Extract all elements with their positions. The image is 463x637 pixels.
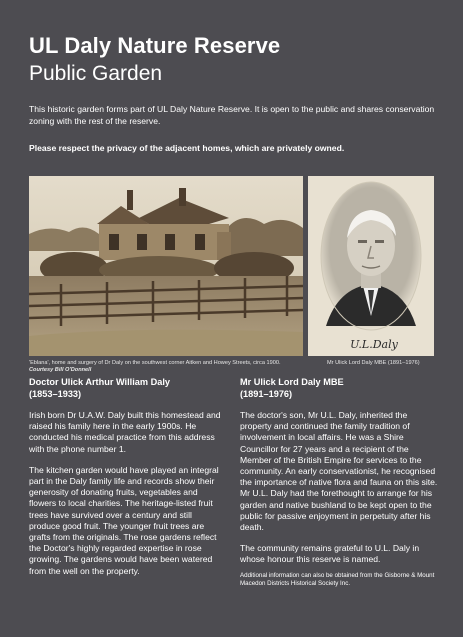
house-photo [29, 176, 303, 356]
left-heading-dates: (1853–1933) [29, 388, 82, 399]
right-paragraph-3: Additional information can also be obtained from the Gisborne & Mount Macedon Districts Historical Society Inc. [240, 571, 435, 587]
intro-text: This historic garden forms part of UL Daly Nature Reserve. It is open to the public and shares conservation zoning with the rest of the reserve. [29, 104, 435, 126]
page-subtitle: Public Garden [29, 62, 163, 85]
left-paragraph-1: Irish born Dr U.A.W. Daly built this homestead and raised his family here in the early 1900s. He conducted his medical practice from this address with the phone number 1. [29, 410, 221, 454]
portrait-photo-caption: Mr Ulick Lord Daly MBE (1891–1976) [327, 360, 420, 366]
signature-text: U.L.Daly [350, 338, 398, 351]
left-heading [29, 377, 224, 400]
privacy-notice: Please respect the privacy of the adjacent homes, which are privately owned. [29, 143, 345, 153]
right-column [240, 377, 440, 588]
house-caption-main: 'Eblana', home and surgery of Dr Daly on the southwest corner Aitken and Howey Streets, circa 1900. [29, 360, 281, 366]
house-photo-caption [29, 360, 305, 374]
right-heading-name: Mr Ulick Lord Daly MBE [240, 377, 344, 387]
house-caption-credit: Courtesy Bill O'Donnell [29, 367, 92, 373]
right-heading-dates: (1891–1976) [240, 388, 293, 399]
right-paragraph-1: The doctor's son, Mr U.L. Daly, inherited the property and continued the family tradition of involvement in local affairs. He was a Shire Councillor for 27 years and a recipient of the Member of the British Empire for services to the community. An early conservationist, he recognised the importance of native flora and fauna on this site. Mr U.L. Daly had the forethought to arrange for his garden and native bushland to be kept open to the public for passive enjoyment in perpetuity after his death. [240, 410, 438, 533]
left-column [29, 377, 224, 577]
left-paragraph-2: The kitchen garden would have played an integral part in the Daly family life and records show their generosity of donating fruits, vegetables and flowers to local charities. The heritage-listed fruit trees have survived over a century and still produce good fruit. The younger fruit trees are grafts from the originals. The rose gardens reflect the Doctor's highly regarded expertise in rose growing. The gardens would have been watered from the well on the property. [29, 464, 219, 576]
left-heading-name: Doctor Ulick Arthur William Daly [29, 377, 170, 387]
portrait-photo [308, 176, 434, 356]
right-heading [240, 377, 440, 400]
page-title: UL Daly Nature Reserve [29, 33, 281, 58]
right-paragraph-2: The community remains grateful to U.L. Daly in whose honour this reserve is named. [240, 543, 420, 565]
